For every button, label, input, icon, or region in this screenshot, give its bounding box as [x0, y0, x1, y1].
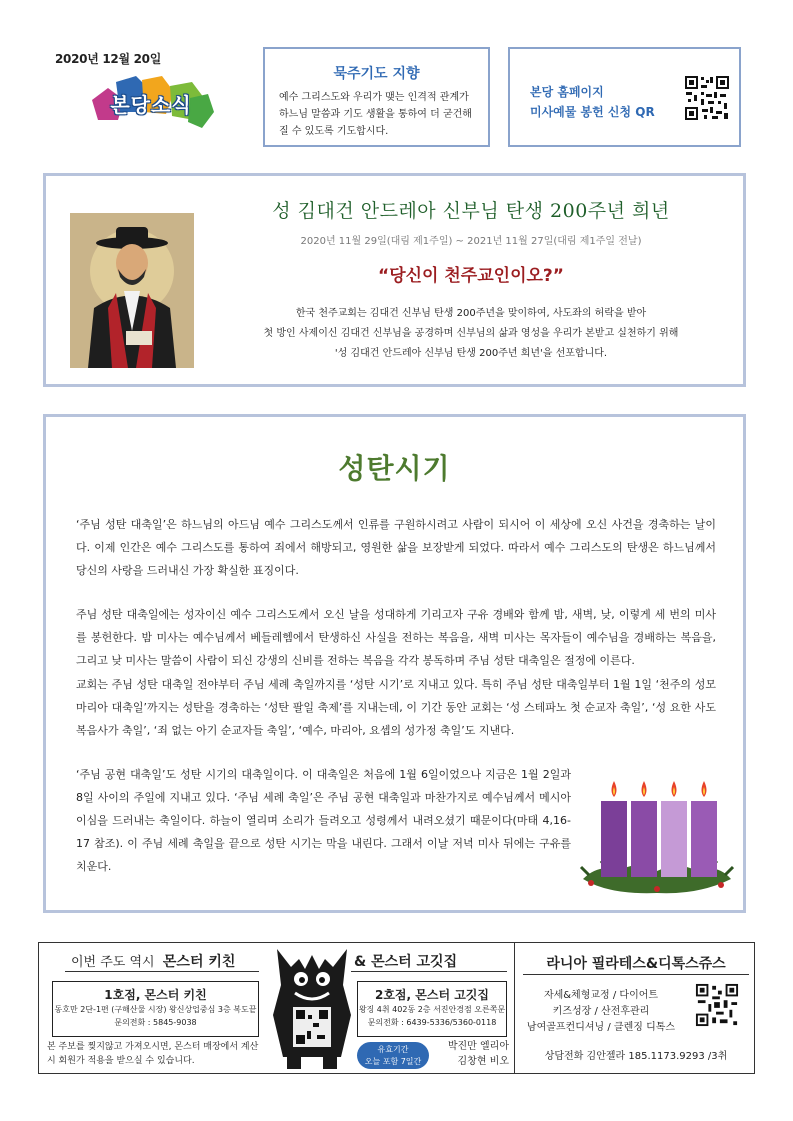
- restaurant-ad-headline: [71, 951, 235, 971]
- branch1-info-box: [52, 981, 259, 1037]
- restaurant-name: 몬스터 키친: [162, 954, 236, 970]
- branch2-phone: 문의전화 : 6439-5336/5360-0118: [367, 1018, 497, 1027]
- discount-note: 본 주보를 찢지않고 가져오시면, 몬스터 매장에서 계산시 회원가 적용을 받으실 수 있습니다.: [47, 1042, 259, 1066]
- pilates-ad-title: 라니아 필라테스&디톡스쥬스: [546, 956, 726, 972]
- jubilee-body-line: 첫 방인 사제이신 김대건 신부님을 공경하며 신부님의 삶과 영성을 우리가 본받고 실천하기 위해: [263, 328, 679, 339]
- homepage-qr-box: [508, 47, 741, 147]
- bulletin-date: 2020년 12월 20일: [55, 52, 162, 66]
- ad-divider: [514, 943, 515, 1073]
- monster-mascot-image: [271, 945, 353, 1073]
- pilates-contact-phone: 상담전화 김안젤라 185.1173.9293 /3취: [544, 1051, 728, 1062]
- article-paragraph: ‘주님 공현 대축일’도 성탄 시기의 대축일이다. 이 대축일은 처음에 1월 6일이었으나 지금은 1월 2일과 8일 사이의 주일에 지내고 있다. ‘주님 세례 축일’은 주님 공현 대축일과 마찬가지로 예수님께서 메시아이심을 드러내는 축일이다. 하늘이 열리며 소리가 들려오고 성령께서 내려오셨기 때문이다(마태 4,16-17 참조). 이 주님 세례 축일을 끝으로 성탄 시기는 막을 내린다. 그래서 이날 저녁 미사 뒤에는 구유를 치운다.: [76, 768, 571, 873]
- pilates-service-item: 남여골프컨디셔닝 / 클렌징 디톡스: [526, 1022, 676, 1033]
- pilates-qr-code-icon[interactable]: [695, 983, 739, 1027]
- article-paragraph: 교회는 주님 성탄 대축일 전야부터 주님 세례 축일까지를 ‘성탄 시기’로 지내고 있다. 특히 주님 성탄 대축일부터 1월 1일 ‘천주의 성모 마리아 대축일’까지는 성탄을 경축하는 ‘성탄 팔일 축제’를 지내는데, 이 기간 동안 교회는 ‘성 스테파노 첫 순교자 축일’, ‘성 요한 사도 복음사가 축일’, ‘죄 없는 아기 순교자들 축일’, ‘예수, 마리아, 요셉의 성가정 축일’도 지낸다.: [76, 678, 716, 737]
- christmas-season-title: 성탄시기: [338, 452, 451, 485]
- logo-text: 본당소식: [110, 93, 192, 117]
- branch1-phone: 문의전화 : 5845-9038: [114, 1018, 197, 1027]
- saint-andrew-kim-portrait: [70, 213, 194, 368]
- mass-offering-label: 미사예물 봉헌 신청 QR: [530, 105, 655, 119]
- validity-period-badge: 유효기간 오늘 포함 7일간: [357, 1042, 429, 1069]
- parish-news-logo: [86, 72, 216, 134]
- headline-underline: [351, 971, 507, 972]
- article-paragraph: ‘주님 성탄 대축일’은 하느님의 아드님 예수 그리스도께서 인류를 구원하시려고 사람이 되시어 이 세상에 오신 사건을 경축하는 날이다. 이제 인간은 예수 그리스도를 통하여 죄에서 해방되고, 영원한 삶을 보장받게 되었다. 따라서 예수 그리스도의 탄생은 하느님께서 당신의 사랑을 드러내신 가장 확실한 표징이다.: [76, 518, 716, 577]
- branch1-title: 1호점, 몬스터 키친: [104, 988, 207, 1002]
- pilates-service-item: 자세&체형교정 / 다이어트: [543, 990, 659, 1001]
- branch2-address: 왕징 4취 402동 2층 서진안경점 오른쪽문: [358, 1005, 506, 1014]
- restaurant-ad-headline-right: & 몬스터 고깃집: [354, 954, 458, 970]
- jubilee-section: [43, 173, 746, 387]
- homepage-label: 본당 홈페이지: [530, 85, 604, 99]
- qr-code-icon[interactable]: [684, 75, 730, 121]
- advent-candles-image: [579, 767, 734, 897]
- jubilee-dates: 2020년 11월 29일(대림 제1주일) ~ 2021년 11월 27일(대림 제1주일 전날): [300, 236, 642, 247]
- advertiser-names: [437, 1039, 509, 1069]
- rosary-intention-text: 예수 그리스도와 우리가 맺는 인격적 관계가 하느님 말씀과 기도 생활을 통하여 더 굳건해 질 수 있도록 기도합시다.: [279, 92, 472, 137]
- headline-prefix: 이번 주도 역시: [71, 955, 155, 970]
- pilates-service-list: [521, 988, 681, 1036]
- advertiser-name: 김창현 비오: [457, 1056, 509, 1067]
- rosary-intention-box: [263, 47, 490, 147]
- jubilee-title: 성 김대건 안드레아 신부님 탄생 200주년 희년: [272, 200, 670, 222]
- headline-underline: [65, 971, 259, 972]
- advertiser-name: 박진만 엘리아: [447, 1041, 509, 1052]
- jubilee-body-line: '성 김대건 안드레아 신부님 탄생 200주년 희년'을 선포합니다.: [334, 348, 608, 359]
- advertisement-section: [38, 942, 755, 1074]
- branch2-title: 2호점, 몬스터 고깃집: [374, 988, 489, 1002]
- branch2-info-box: [357, 981, 507, 1037]
- branch1-address: 동호만 2단-1편 (구해산물 시장) 왕신상업중심 3층 복도끝: [54, 1005, 257, 1014]
- christmas-season-section: [43, 414, 746, 913]
- jubilee-body: [196, 304, 746, 364]
- pilates-service-item: 키즈성장 / 산전후관리: [552, 1006, 650, 1017]
- jubilee-quote: “당신이 천주교인이오?”: [378, 266, 564, 286]
- rosary-intention-title: 묵주기도 지향: [333, 66, 420, 82]
- pilates-title-underline: [523, 974, 749, 975]
- jubilee-body-line: 한국 천주교회는 김대건 신부님 탄생 200주년을 맞이하여, 사도좌의 허락을 받아: [295, 308, 647, 319]
- article-paragraph: 주님 성탄 대축일에는 성자이신 예수 그리스도께서 오신 날을 성대하게 기리고자 구유 경배와 함께 밤, 새벽, 낮, 이렇게 세 번의 미사를 봉헌한다. 밤 미사는 예수님께서 베들레헴에서 탄생하신 사실을 전하는 복음을, 새벽 미사는 목자들이 예수님을 경배하는 복음을, 그리고 낮 미사는 말씀이 사람이 되신 강생의 신비를 전하는 복음을 각각 봉독하며 주님 성탄 대축일은 절정에 이른다.: [76, 608, 716, 667]
